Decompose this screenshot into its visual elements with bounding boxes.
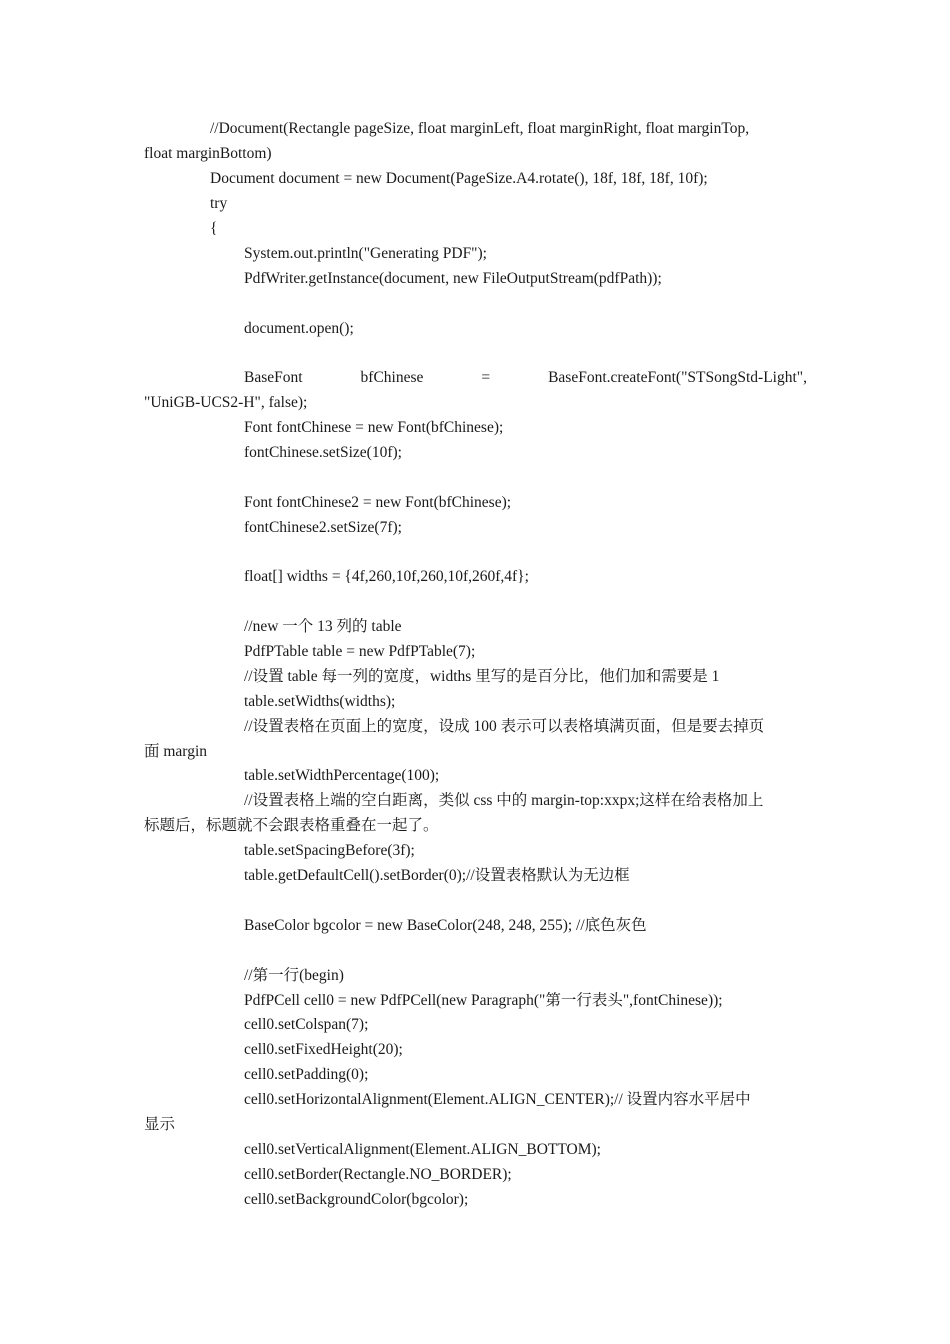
code-line: cell0.setBorder(Rectangle.NO_BORDER); (244, 1166, 512, 1183)
code-line: cell0.setBackgroundColor(bgcolor); (244, 1191, 469, 1208)
code-line: PdfWriter.getInstance(document, new FileOutputStream(pdfPath)); (244, 270, 662, 287)
code-line: cell0.setPadding(0); (244, 1066, 369, 1083)
code-line: float marginBottom) (144, 145, 272, 162)
code-line: Font fontChinese = new Font(bfChinese); (244, 419, 504, 436)
code-line: //设置表格上端的空白距离，类似 css 中的 margin-top:xxpx;这样在给表格加上 (244, 792, 764, 809)
code-line: //设置 table 每一列的宽度，widths 里写的是百分比，他们加和需要是 1 (244, 668, 720, 685)
code-line: "UniGB-UCS2-H", false); (144, 394, 308, 411)
code-line: { (210, 220, 218, 237)
code-line: System.out.println("Generating PDF"); (244, 245, 487, 262)
code-token: = (481, 369, 491, 386)
code-line: cell0.setHorizontalAlignment(Element.ALIGN_CENTER);// 设置内容水平居中 (244, 1091, 751, 1108)
code-line: BaseColor bgcolor = new BaseColor(248, 248, 255); //底色灰色 (244, 917, 647, 934)
code-line: //设置表格在页面上的宽度，设成 100 表示可以表格填满页面，但是要去掉页 (244, 718, 765, 735)
code-line: table.setWidths(widths); (244, 693, 396, 710)
code-line-justified (244, 369, 807, 387)
code-line: 显示 (144, 1116, 176, 1133)
code-line: table.setSpacingBefore(3f); (244, 842, 415, 859)
code-line: table.getDefaultCell().setBorder(0);//设置表格默认为无边框 (244, 867, 630, 884)
code-token: BaseFont.createFont("STSongStd-Light", (548, 369, 807, 386)
code-line: //第一行(begin) (244, 967, 344, 984)
code-line: try (210, 195, 228, 212)
code-line: cell0.setFixedHeight(20); (244, 1041, 403, 1058)
code-line: 标题后，标题就不会跟表格重叠在一起了。 (144, 817, 439, 834)
code-token: bfChinese (360, 369, 424, 386)
code-line: PdfPTable table = new PdfPTable(7); (244, 643, 476, 660)
code-line: 面 margin (144, 743, 207, 760)
code-line: fontChinese.setSize(10f); (244, 444, 402, 461)
code-line: //Document(Rectangle pageSize, float marginLeft, float marginRight, float marginTop, (210, 120, 750, 137)
code-line: PdfPCell cell0 = new PdfPCell(new Paragraph("第一行表头",fontChinese)); (244, 992, 723, 1009)
code-line: //new 一个 13 列的 table (244, 618, 402, 635)
code-line: cell0.setColspan(7); (244, 1016, 369, 1033)
code-token: BaseFont (244, 369, 303, 386)
code-line: cell0.setVerticalAlignment(Element.ALIGN_BOTTOM); (244, 1141, 601, 1158)
code-line: Document document = new Document(PageSize.A4.rotate(), 18f, 18f, 18f, 10f); (210, 170, 708, 187)
code-line: fontChinese2.setSize(7f); (244, 519, 402, 536)
code-line: float[] widths = {4f,260,10f,260,10f,260f,4f}; (244, 568, 529, 585)
code-line: document.open(); (244, 320, 354, 337)
code-line: Font fontChinese2 = new Font(bfChinese); (244, 494, 512, 511)
code-line: table.setWidthPercentage(100); (244, 767, 440, 784)
